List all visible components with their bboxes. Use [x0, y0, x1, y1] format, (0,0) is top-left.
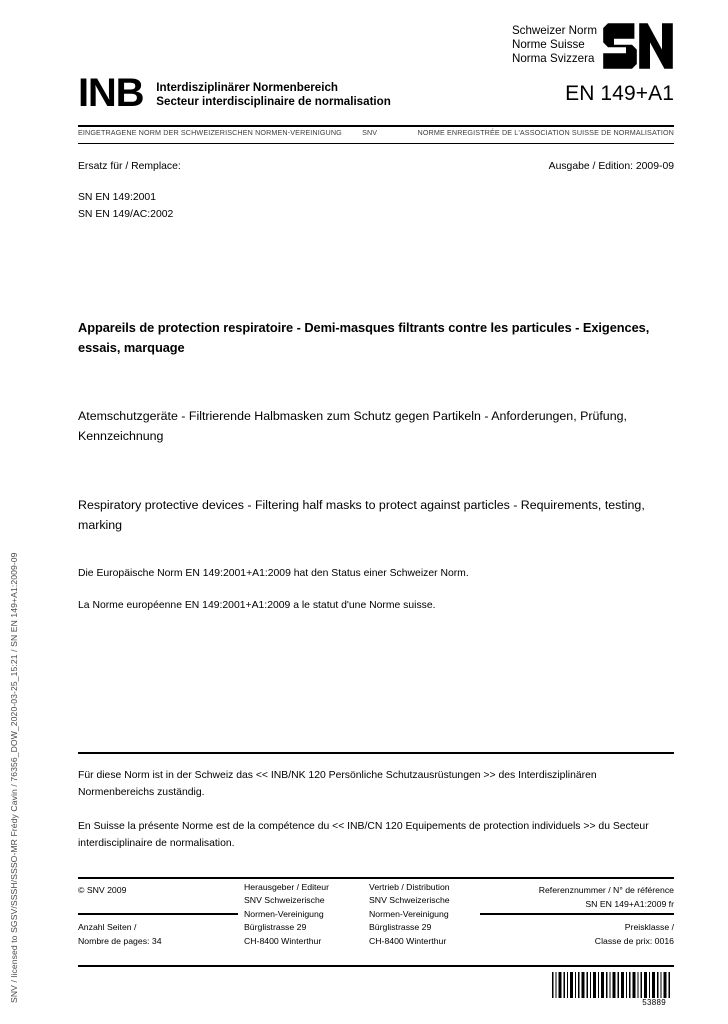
footer-col-distribution: [369, 881, 479, 948]
sn-logo-line-it: Norma Svizzera: [511, 52, 595, 66]
title-english: Respiratory protective devices - Filtering half masks to protect against particles - Requirements, testing, marking: [78, 498, 645, 532]
publisher-heading: Herausgeber / Editeur: [244, 882, 329, 892]
registration-divider: [78, 143, 674, 144]
reference-number: SN EN 149+A1:2009 fr: [585, 899, 674, 909]
reference-heading: Referenznummer / N° de référence: [538, 885, 674, 895]
inb-subtitle: [156, 74, 391, 109]
masthead-divider: [78, 125, 674, 127]
status-statement-fr: La Norme européenne EN 149:2001+A1:2009 a le statut d'une Norme suisse.: [78, 600, 436, 611]
inb-subtitle-de: Interdisziplinärer Normenbereich: [156, 81, 338, 94]
publisher-line: Normen-Vereinigung: [244, 908, 324, 919]
page-content: [78, 0, 674, 1024]
barcode-number: 53889: [642, 998, 666, 1007]
registration-org: SNV: [362, 128, 378, 137]
barcode-block: [544, 972, 674, 1007]
distribution-line: SNV Schweizerische: [369, 895, 450, 906]
price-class-label-de: Preisklasse /: [624, 922, 674, 932]
inb-logo-block: [78, 71, 391, 115]
replaced-standards-list: [78, 190, 173, 223]
footer-divider-bottom: [78, 965, 674, 967]
committee-statement-de: Für diese Norm ist in der Schweiz das << INB/NK 120 Persönliche Schutzausrüstungen >> des Interdisziplinären Normenbereichs zuständig.: [78, 770, 597, 798]
sn-logo-icon: [602, 22, 674, 70]
footer-col-a-divider: [78, 913, 238, 915]
registration-text-de: EINGETRAGENE NORM DER SCHWEIZERISCHEN NORMEN-VEREINIGUNG: [78, 128, 342, 137]
license-watermark: [0, 0, 28, 1024]
replaced-standard-item: SN EN 149/AC:2002: [78, 208, 174, 220]
replace-label: Ersatz für / Remplace:: [78, 161, 181, 172]
title-french: Appareils de protection respiratoire - Demi-masques filtrants contre les particules - Exigences, essais, marquage: [78, 320, 650, 355]
sn-logo-block: [512, 22, 674, 70]
standard-number: EN 149+A1: [565, 82, 674, 105]
publisher-line: Bürglistrasse 29: [244, 922, 307, 933]
publisher-line: CH-8400 Winterthur: [244, 935, 322, 946]
replace-row: [78, 161, 674, 172]
committee-divider-top: [78, 752, 674, 754]
registration-strip: [78, 128, 674, 137]
footer-divider-top: [78, 877, 674, 879]
footer-col-d-divider: [480, 913, 674, 915]
edition-label: Ausgabe / Edition: 2009-09: [548, 161, 674, 172]
replaced-standard-item: SN EN 149:2001: [78, 192, 156, 203]
footer-col-publisher: [244, 881, 354, 948]
distribution-line: Normen-Vereinigung: [369, 908, 449, 919]
footer-table: [78, 881, 674, 963]
distribution-line: CH-8400 Winterthur: [369, 935, 447, 946]
sn-logo-line-de: Schweizer Norm: [511, 24, 597, 37]
distribution-heading: Vertrieb / Distribution: [369, 882, 450, 892]
committee-statement-fr: En Suisse la présente Norme est de la compétence du << INB/CN 120 Equipements de protection individuels >> du Secteur interdisciplinaire de normalisation.: [78, 821, 649, 849]
page-count-label-fr: Nombre de pages: 34: [78, 935, 162, 946]
price-class-label-fr: Classe de prix: 0016: [594, 936, 674, 946]
page-count-block: [78, 921, 162, 948]
inb-subtitle-fr: Secteur interdisciplinaire de normalisation: [156, 95, 391, 109]
page-count-label-de: Anzahl Seiten /: [78, 922, 137, 932]
copyright-text: © SNV 2009: [78, 885, 127, 895]
title-german: Atemschutzgeräte - Filtrierende Halbmasken zum Schutz gegen Partikeln - Anforderungen, Prüfung, Kennzeichnung: [78, 409, 627, 443]
sn-logo-line-fr: Norme Suisse: [511, 38, 585, 52]
inb-wordmark: INB: [78, 71, 144, 115]
status-statement-de: Die Europäische Norm EN 149:2001+A1:2009 hat den Status einer Schweizer Norm.: [78, 568, 469, 579]
license-watermark-text: SNV / licensed to SGSV/SSSH/SSSO-MR Frédy Cavin / 76356_DOW_2020-03-25_15:21 / SN EN 149+A1:2009-09: [9, 552, 19, 1003]
barcode-icon: [552, 972, 670, 998]
registration-text-fr: NORME ENREGISTRÉE DE L'ASSOCIATION SUISSE DE NORMALISATION: [417, 128, 674, 137]
publisher-line: SNV Schweizerische: [244, 895, 325, 906]
distribution-line: Bürglistrasse 29: [369, 922, 432, 933]
masthead: [78, 22, 674, 122]
sn-logo-languages: [512, 22, 602, 67]
